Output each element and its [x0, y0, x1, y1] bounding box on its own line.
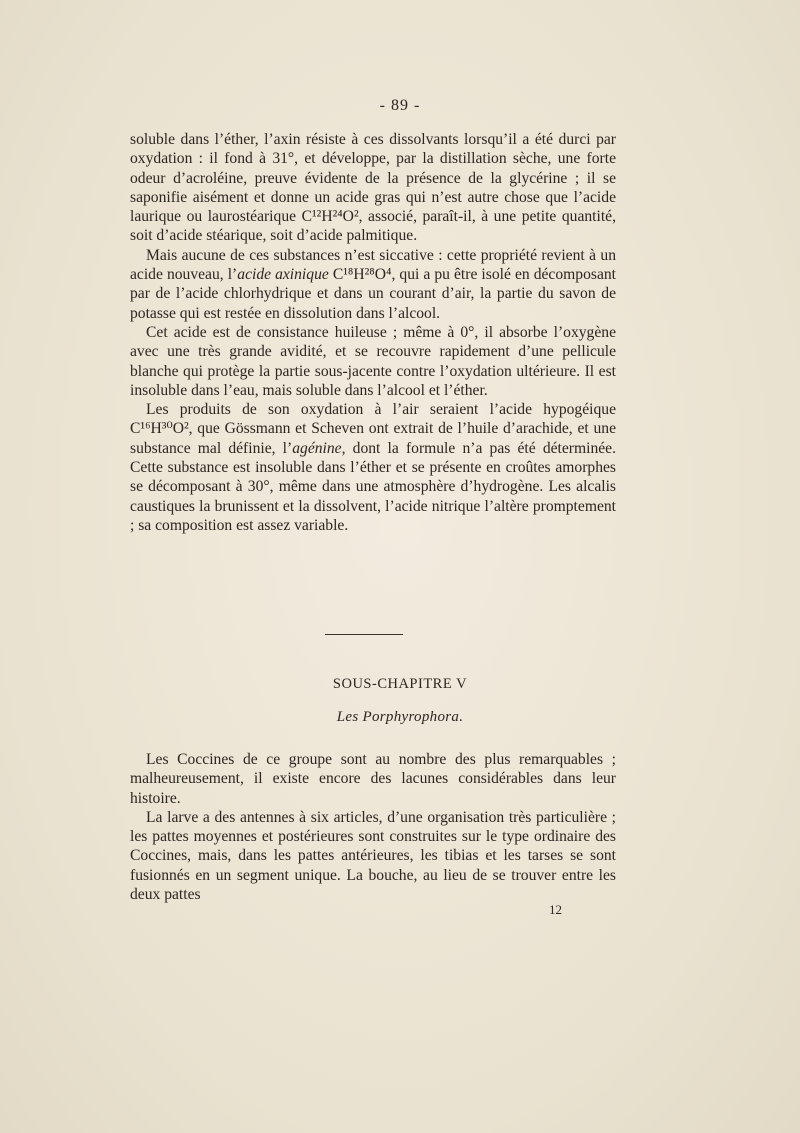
- emphasis-term: agénine,: [292, 439, 346, 457]
- paragraph: Les Coccines de ce groupe sont au nombre des plus remarquables ; malheureusement, il existe encore des lacunes considérables dans leur histoire.: [130, 751, 616, 807]
- paragraph-text: dont la formule n’a pas été déterminée. Cette substance est insoluble dans l’éther et se présente en croûtes amorphes se décomposant à 30°, même dans une atmosphère d’hydrogène. Les alcalis caustiques la brunissent et la dissolvent, l’acide nitrique l’altère promptement ; sa composition est assez variable.: [130, 439, 616, 534]
- chapter-subheading: Les Porphyrophora.: [336, 709, 464, 725]
- paragraph-text: soluble dans l’éther, l’axin résiste à ces dissolvants lorsqu’il a été durci par oxydation : il fond à 31°, et développe, par la distillation sèche, une forte odeur d’acroléine, preuve évidente de la présence de la glycérine ; il se saponifie aisément et donne un acide gras qui n’est autre chose que l’acide laurique ou laurostéarique: [130, 131, 616, 226]
- paragraph-text: Mais aucune de ces substances n’est siccative : cette propriété revient à un acide nouveau, l’: [130, 246, 616, 284]
- paragraph-text: , associé, paraît-il, à une petite quantité, soit d’acide stéarique, soit d’acide palmitique.: [130, 208, 616, 245]
- text-block-top: [130, 130, 616, 535]
- chemical-formula: C¹⁸H²⁸O⁴: [332, 266, 392, 284]
- chemical-formula: C¹²H²⁴O²: [301, 208, 359, 226]
- text-block-bottom: [130, 750, 616, 904]
- page-number: - 89 -: [379, 97, 421, 114]
- emphasis-term: acide axinique: [237, 266, 329, 284]
- signature-mark: 12: [549, 902, 562, 917]
- paragraph: Cet acide est de consistance huileuse ; même à 0°, il absorbe l’oxygène avec une très grande avidité, et se recouvre rapidement d’une pellicule blanche qui protège la partie sous-jacente contre l’oxydation ultérieure. Il est insoluble dans l’eau, mais soluble dans l’alcool et l’éther.: [130, 323, 616, 399]
- section-divider: [325, 634, 403, 635]
- chemical-formula: C¹⁶H³⁰O²: [130, 420, 189, 438]
- paragraph: [130, 400, 616, 535]
- paragraph: [130, 130, 616, 246]
- chapter-heading: SOUS-CHAPITRE V: [332, 676, 468, 692]
- paragraph: La larve a des antennes à six articles, d’une organisation très particulière ; les pattes moyennes et postérieures sont construites sur le type ordinaire des Coccines, mais, dans les pattes antérieures, les tibias et les tarses se sont fusionnés en un segment unique. La bouche, au lieu de se trouver entre les deux pattes: [130, 808, 616, 904]
- paragraph: [130, 246, 616, 323]
- paragraph-text: , qui a pu être isolé en décomposant par de l’acide chlorhydrique et dans un courant d’air, la partie du savon de potasse qui est restée en dissolution dans l’alcool.: [130, 266, 616, 322]
- paragraph-text: Les produits de son oxydation à l’air seraient l’acide hypogéique: [146, 401, 616, 419]
- paragraph-text: , que Gössmann et Scheven ont extrait de l’huile d’arachide, et une substance mal définie, l’: [130, 420, 616, 457]
